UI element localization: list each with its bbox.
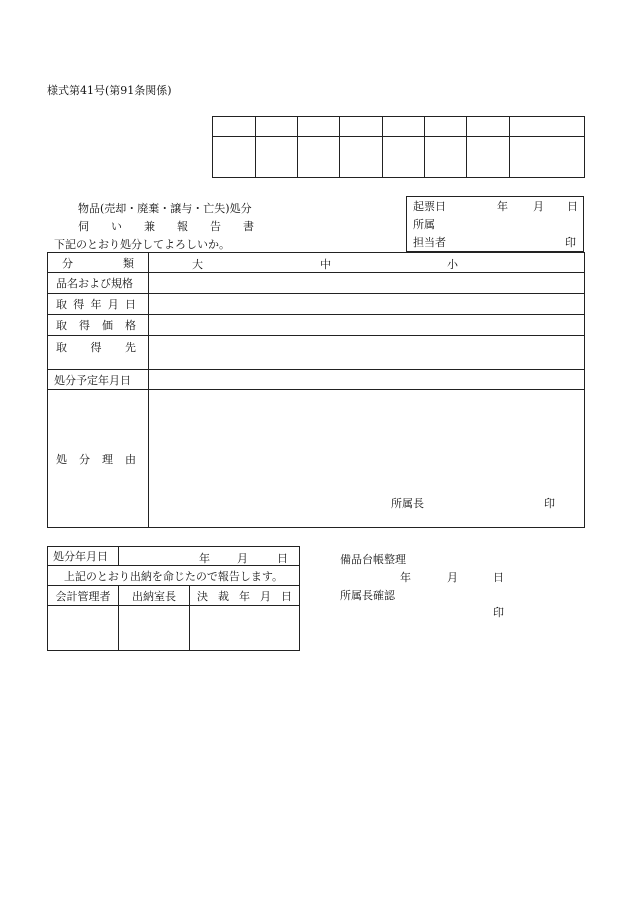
stamp-header-cell[interactable] (510, 117, 585, 137)
acquisition-source-label: 取 得 先 (48, 336, 149, 370)
chief-confirm-seal: 印 (493, 606, 504, 619)
category-label: 分 類 (48, 253, 149, 273)
draft-date-month: 月 (533, 200, 544, 213)
person-in-charge-label: 担当者 (413, 236, 446, 249)
category-large: 大 (192, 258, 203, 271)
stamp-cell[interactable] (425, 137, 467, 178)
title-char: 告 (210, 220, 221, 233)
draft-date-label: 起票日 (413, 200, 446, 213)
acquisition-date-label: 取 得 年 月 日 (48, 294, 149, 315)
report-table (47, 546, 300, 651)
request-info-box (406, 196, 584, 252)
person-seal: 印 (565, 236, 576, 249)
chief-confirm-label: 所属長確認 (340, 589, 395, 602)
title-char: 報 (177, 220, 188, 233)
item-spec-label: 品名および規格 (48, 273, 149, 294)
draft-date-day: 日 (567, 200, 578, 213)
chief-seal: 印 (544, 497, 555, 510)
planned-disposal-date-label: 処分予定年月日 (48, 370, 149, 390)
form-title: 物品(売却・廃棄・譲与・亡失)処分 (78, 202, 252, 215)
ledger-year: 年 (400, 571, 411, 584)
draft-date-year: 年 (497, 200, 508, 213)
stamp-cell[interactable] (213, 137, 256, 178)
accounting-manager-seal-cell[interactable] (48, 606, 119, 651)
request-text: 下記のとおり処分してよろしいか。 (54, 238, 230, 251)
title-char: 書 (243, 220, 254, 233)
decision-label: 決 裁 年 月 日 (190, 586, 300, 606)
disposal-date-label: 処分年月日 (48, 547, 119, 566)
disposal-date-day: 日 (277, 552, 288, 565)
stamp-cell[interactable] (383, 137, 425, 178)
stamp-cell[interactable] (467, 137, 510, 178)
cashier-chief-seal-cell[interactable] (119, 606, 190, 651)
report-statement: 上記のとおり出納を命じたので報告します。 (48, 566, 300, 586)
disposal-reason-label: 処 分 理 由 (48, 390, 149, 528)
cashier-chief-label: 出納室長 (119, 586, 190, 606)
acquisition-price-value[interactable] (149, 315, 585, 336)
department-label: 所属 (413, 218, 435, 231)
category-small: 小 (447, 258, 458, 271)
category-value[interactable] (149, 253, 585, 273)
item-spec-value[interactable] (149, 273, 585, 294)
stamp-cell[interactable] (340, 137, 383, 178)
ledger-label: 備品台帳整理 (340, 553, 406, 566)
stamp-cell[interactable] (256, 137, 298, 178)
disposal-date-month: 月 (237, 552, 248, 565)
ledger-day: 日 (493, 571, 504, 584)
stamp-header-cell[interactable] (467, 117, 510, 137)
disposal-date-value[interactable] (119, 547, 300, 566)
accounting-manager-label: 会計管理者 (48, 586, 119, 606)
title-char: 兼 (144, 220, 155, 233)
chief-label: 所属長 (391, 497, 424, 510)
stamp-header-cell[interactable] (383, 117, 425, 137)
form-number: 様式第41号(第91条関係) (47, 84, 172, 97)
form-title-sub (78, 218, 254, 234)
stamp-cell[interactable] (298, 137, 340, 178)
stamp-grid (212, 116, 585, 178)
stamp-header-cell[interactable] (256, 117, 298, 137)
acquisition-price-label: 取 得 価 格 (48, 315, 149, 336)
ledger-month: 月 (447, 571, 458, 584)
stamp-header-cell[interactable] (298, 117, 340, 137)
stamp-header-cell[interactable] (425, 117, 467, 137)
title-char: い (111, 220, 122, 233)
title-char: 伺 (78, 220, 89, 233)
stamp-header-cell[interactable] (340, 117, 383, 137)
disposal-reason-value[interactable] (149, 390, 585, 528)
decision-seal-cell[interactable] (190, 606, 300, 651)
planned-disposal-date-value[interactable] (149, 370, 585, 390)
category-medium: 中 (320, 258, 331, 271)
stamp-header-cell[interactable] (213, 117, 256, 137)
disposal-date-year: 年 (199, 552, 210, 565)
acquisition-date-value[interactable] (149, 294, 585, 315)
acquisition-source-value[interactable] (149, 336, 585, 370)
stamp-cell[interactable] (510, 137, 585, 178)
disposal-table (47, 252, 585, 528)
